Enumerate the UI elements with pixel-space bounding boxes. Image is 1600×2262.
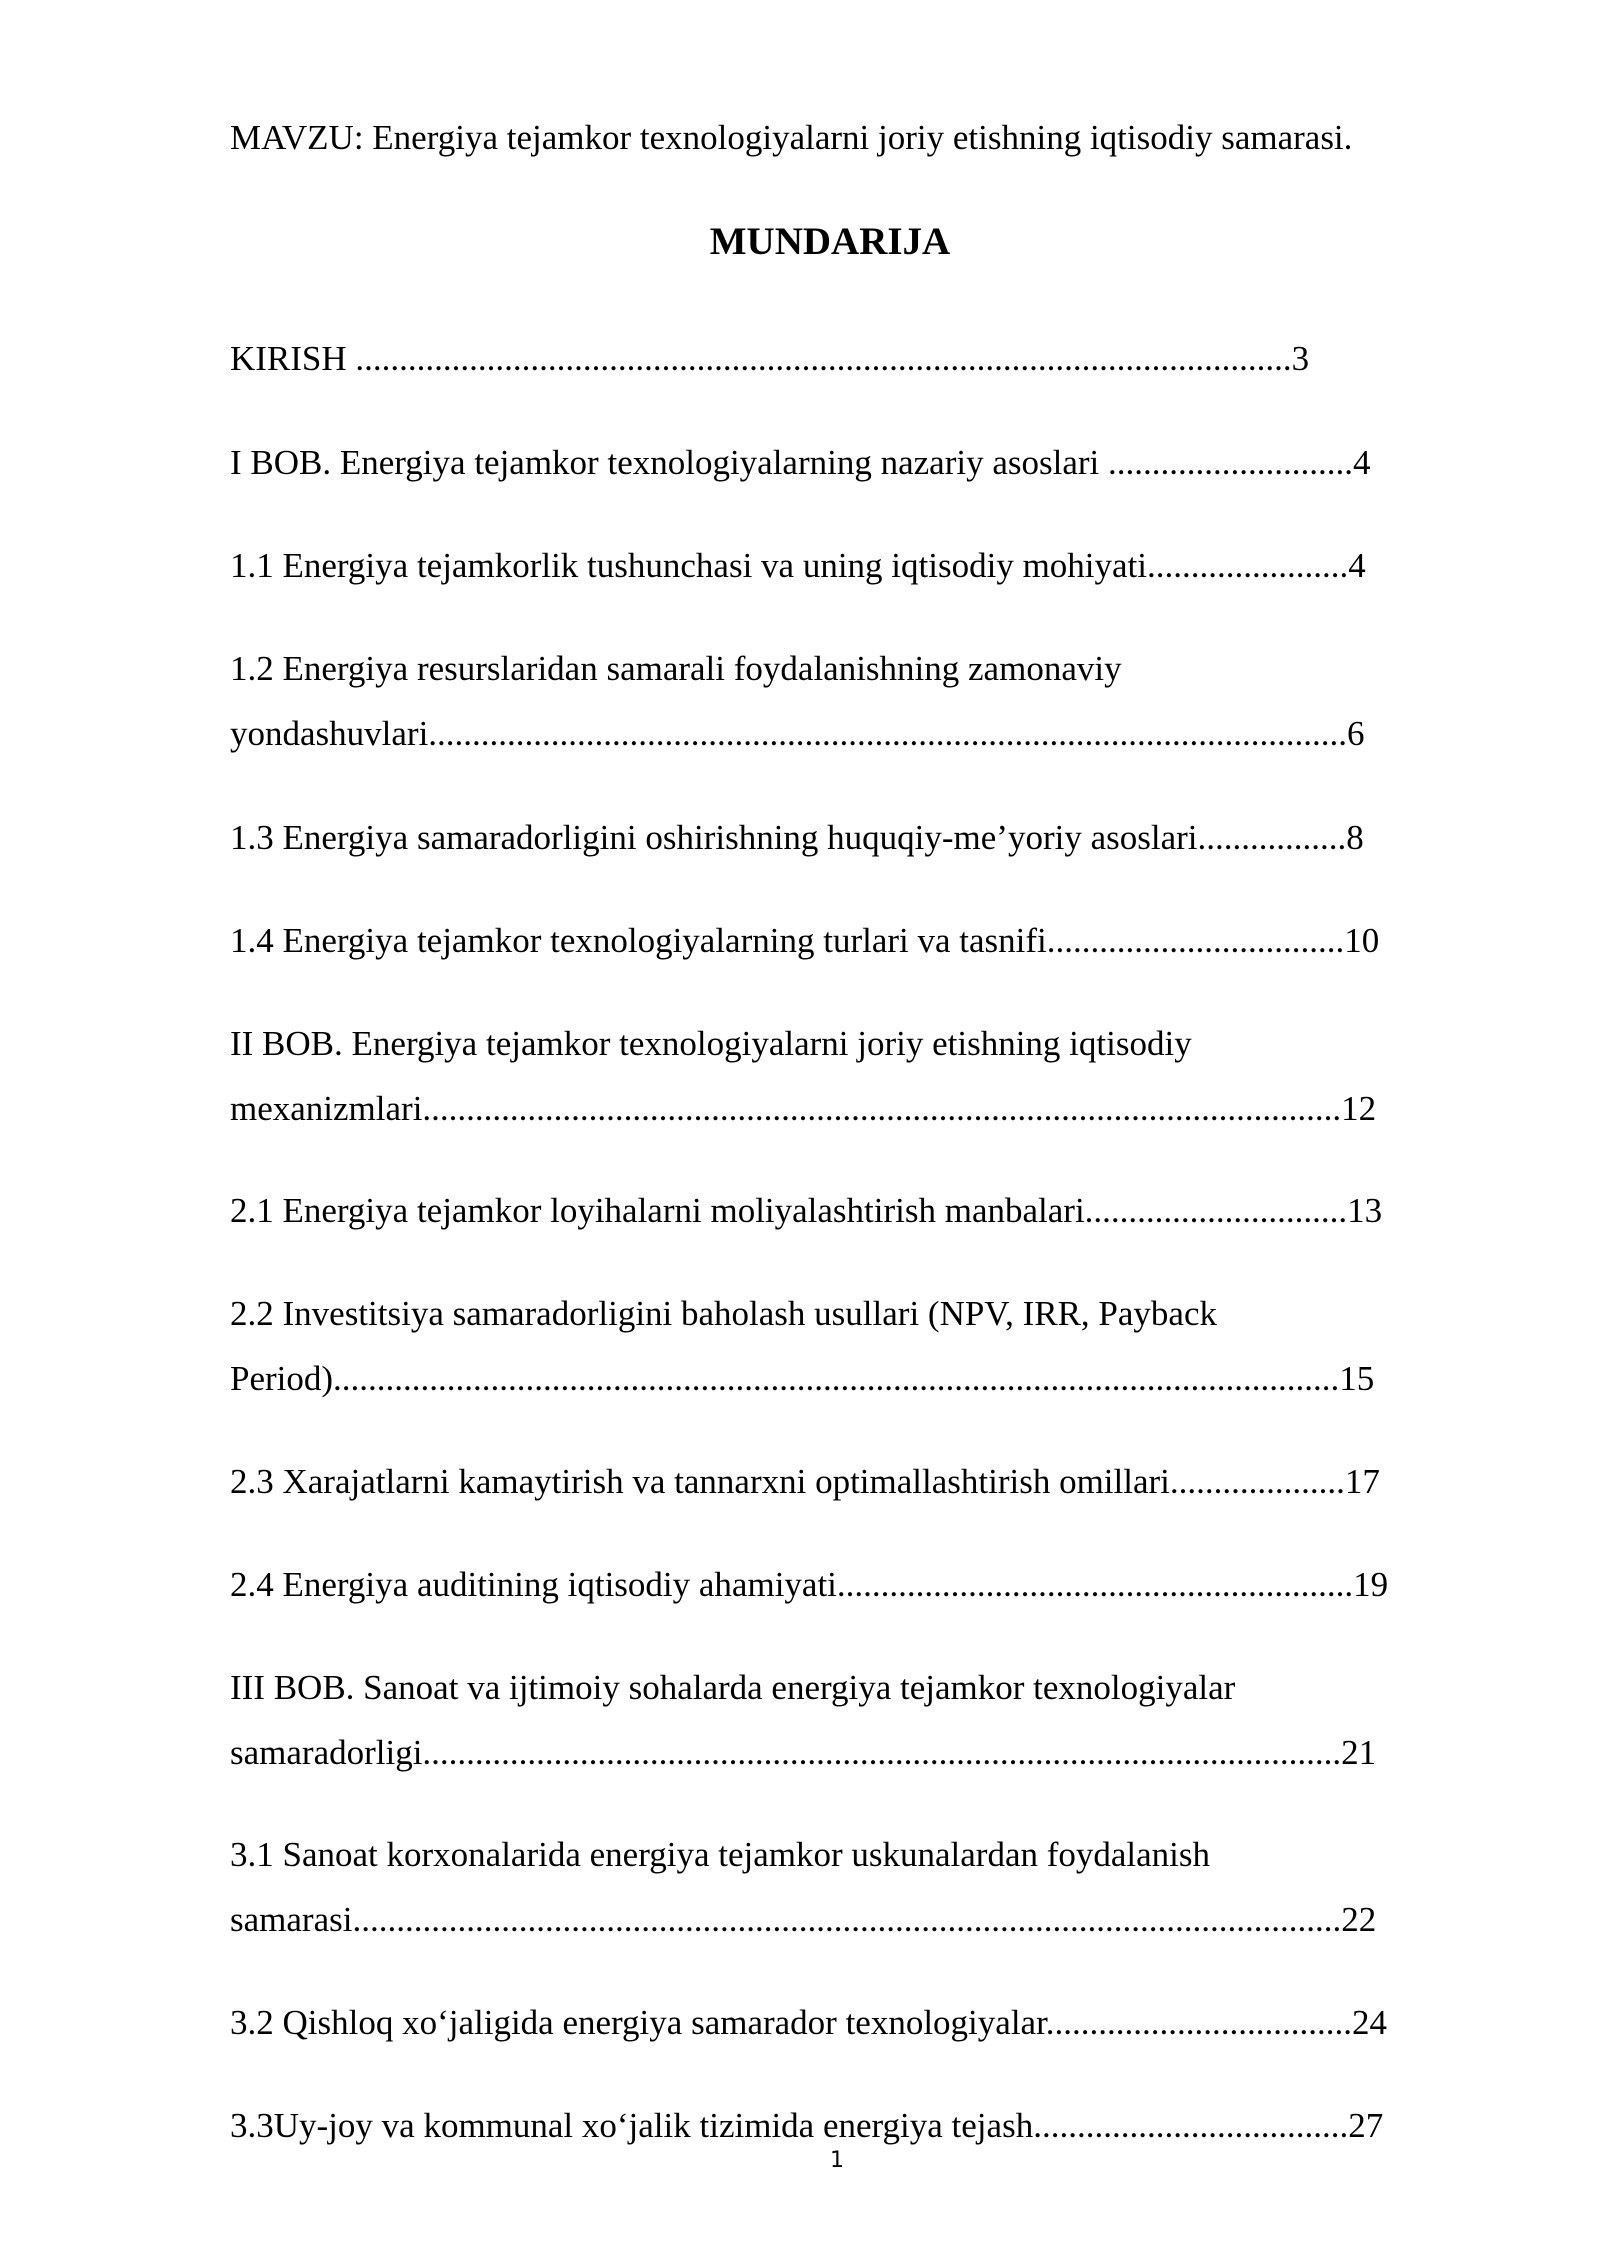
toc-entry-line: samaradorligi.........................................................................................................21 (230, 1733, 1377, 1772)
toc-entry-line: KIRISH ...........................................................................................................3 (230, 339, 1310, 378)
toc-entry-line: Period)...................................................................................................................15 (230, 1359, 1375, 1398)
toc-heading: MUNDARIJA (709, 220, 951, 263)
toc-entry-line: 3.3Uy-joy va kommunal xo‘jalik tizimida energiya tejash....................................27 (230, 2106, 1384, 2145)
toc-entry-line: yondashuvlari.........................................................................................................6 (230, 714, 1365, 753)
page-number: 1 (830, 2148, 844, 2173)
toc-entry-chapter-1 (230, 430, 1371, 495)
toc-entry-2-2 (230, 1281, 1374, 1411)
toc-entry-line: 1.1 Energiya tejamkorlik tushunchasi va uning iqtisodiy mohiyati.......................4 (230, 546, 1366, 585)
toc-entry-1-4 (230, 908, 1379, 973)
toc-entry-2-3 (230, 1449, 1380, 1514)
toc-entry-line: 1.3 Energiya samaradorligini oshirishning huquqiy-me’yoriy asoslari.................8 (230, 818, 1364, 857)
toc-entry-line: 2.4 Energiya auditining iqtisodiy ahamiyati...........................................................19 (230, 1565, 1389, 1604)
toc-entry-1-1 (230, 533, 1366, 598)
toc-entry-2-1 (230, 1178, 1382, 1243)
toc-entry-kirish (230, 326, 1309, 391)
toc-entry-3-2 (230, 1990, 1387, 2055)
toc-entry-line: 3.2 Qishloq xo‘jaligida energiya samarador texnologiyalar...................................24 (230, 2003, 1388, 2042)
toc-entry-1-2 (230, 636, 1365, 766)
toc-entry-3-1 (230, 1822, 1376, 1952)
toc-entry-1-3 (230, 805, 1364, 870)
toc-entry-chapter-3 (230, 1655, 1376, 1785)
toc-entry-2-4 (230, 1552, 1388, 1617)
toc-entry-line: 1.2 Energiya resurslaridan samarali foydalanishning zamonaviy (230, 649, 1122, 688)
toc-entry-line: II BOB. Energiya tejamkor texnologiyalarni joriy etishning iqtisodiy (230, 1024, 1192, 1063)
toc-entry-line: 2.2 Investitsiya samaradorligini baholash usullari (NPV, IRR, Payback (230, 1294, 1217, 1333)
toc-entry-line: III BOB. Sanoat va ijtimoiy sohalarda energiya tejamkor texnologiyalar (230, 1668, 1236, 1707)
toc-entry-line: 1.4 Energiya tejamkor texnologiyalarning turlari va tasnifi..................................10 (230, 921, 1380, 960)
toc-entry-line: mexanizmlari.........................................................................................................12 (230, 1089, 1377, 1128)
toc-entry-line: 2.1 Energiya tejamkor loyihalarni moliyalashtirish manbalari..............................13 (230, 1191, 1383, 1230)
toc-entry-line: 3.1 Sanoat korxonalarida energiya tejamkor uskunalardan foydalanish (230, 1835, 1211, 1874)
toc-entry-chapter-2 (230, 1011, 1376, 1141)
toc-entry-line: 2.3 Xarajatlarni kamaytirish va tannarxni optimallashtirish omillari....................17 (230, 1462, 1380, 1501)
document-topic: MAVZU: Energiya tejamkor texnologiyalarni joriy etishning iqtisodiy samarasi. (230, 118, 1353, 157)
toc-entry-line: samarasi.................................................................................................................22 (230, 1900, 1377, 1939)
toc-entry-line: I BOB. Energiya tejamkor texnologiyalarning nazariy asoslari ............................4 (230, 443, 1371, 482)
